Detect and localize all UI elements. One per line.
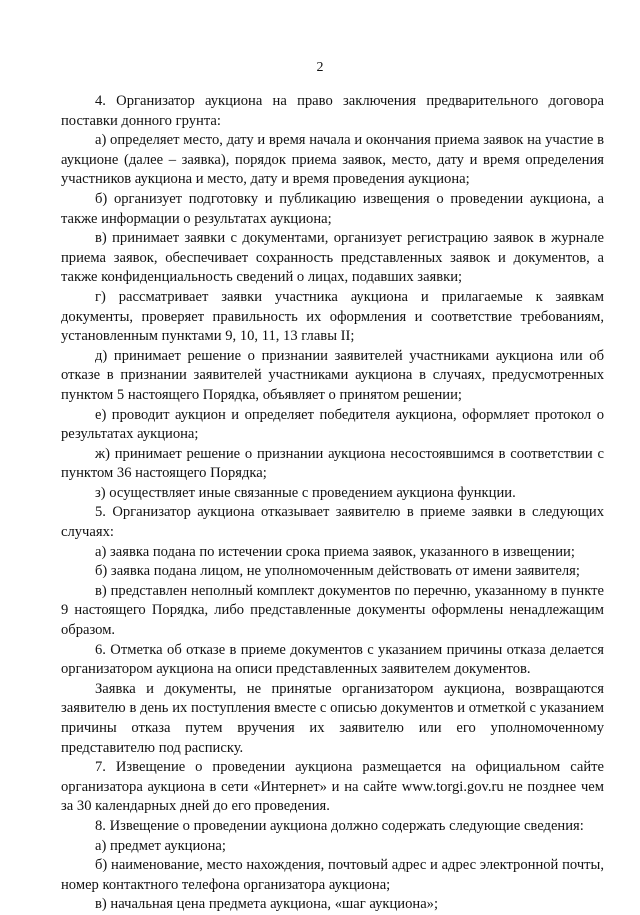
paragraph-4zh: ж) принимает решение о признании аукциона несостоявшимся в соответствии с пунктом 36 настоящего Порядка;: [61, 445, 604, 482]
paragraph-8a: а) предмет аукциона;: [95, 837, 226, 854]
paragraph-4: 4. Организатор аукциона на право заключения предварительного договора поставки донного грунта:: [61, 93, 604, 129]
paragraph-4g: г) рассматривает заявки участника аукциона и прилагаемые к заявкам документы, проверяет правильность их оформления и соответствие требованиям, установленным пунктами 9, 10, 11, 13 главы II;: [61, 288, 604, 345]
paragraph-4d: д) принимает решение о признании заявителей участниками аукциона или об отказе в признании заявителей участниками аукциона в случаях, предусмотренных пунктом 5 настоящего Порядка, объявляет о принятом решении;: [61, 347, 604, 403]
page-number: 2: [316, 60, 324, 75]
paragraph-4v: в) принимает заявки с документами, организует регистрацию заявок в журнале приема заявок, обеспечивает сохранность представленных заявок и документов, а также конфиденциальность сведений о лицах, подавших заявки;: [61, 230, 604, 286]
paragraph-6: 6. Отметка об отказе в приеме документов с указанием причины отказа делается организатором аукциона на описи представленных заявителем документов.: [61, 641, 604, 678]
paragraph-5: 5. Организатор аукциона отказывает заявителю в приеме заявки в следующих случаях:: [61, 504, 604, 541]
paragraph-7: 7. Извещение о проведении аукциона размещается на официальном сайте организатора аукциона в сети «Интернет» и на сайте www.torgi.gov.ru не позднее чем за 30 календарных дней до его проведения.: [61, 759, 604, 815]
paragraph-4z: з) осуществляет иные связанные с проведением аукциона функции.: [95, 484, 516, 501]
paragraph-4a: а) определяет место, дату и время начала и окончания приема заявок на участие в аукционе (далее – заявка), порядок приема заявок, место, дату и время определения участников аукциона и место, дату и время проведения аукциона;: [61, 132, 604, 188]
paragraph-5a: а) заявка подана по истечении срока приема заявок, указанного в извещении;: [95, 543, 575, 560]
paragraph-4e: е) проводит аукцион и определяет победителя аукциона, оформляет протокол о результатах аукциона;: [61, 406, 604, 443]
paragraph-5b: б) заявка подана лицом, не уполномоченным действовать от имени заявителя;: [95, 563, 580, 580]
paragraph-5v: в) представлен неполный комплект документов по перечню, указанному в пункте 9 настоящего Порядка, либо представленные документы оформлены ненадлежащим образом.: [61, 582, 604, 639]
paragraph-8: 8. Извещение о проведении аукциона должно содержать следующие сведения:: [95, 817, 584, 834]
paragraph-8v: в) начальная цена предмета аукциона, «шаг аукциона»;: [95, 896, 439, 913]
paragraph-6-returned-documents: Заявка и документы, не принятые организатором аукциона, возвращаются заявителю в день их поступления вместе с описью документов и отметкой с указанием причины отказа путем вручения их заявителю или его уполномоченному представителю под расписку.: [61, 680, 604, 756]
paragraph-4b: б) организует подготовку и публикацию извещения о проведении аукциона, а также информации о результатах аукциона;: [61, 190, 604, 227]
paragraph-8b: б) наименование, место нахождения, почтовый адрес и адрес электронной почты, номер контактного телефона организатора аукциона;: [61, 857, 604, 893]
document-body: [61, 92, 604, 915]
